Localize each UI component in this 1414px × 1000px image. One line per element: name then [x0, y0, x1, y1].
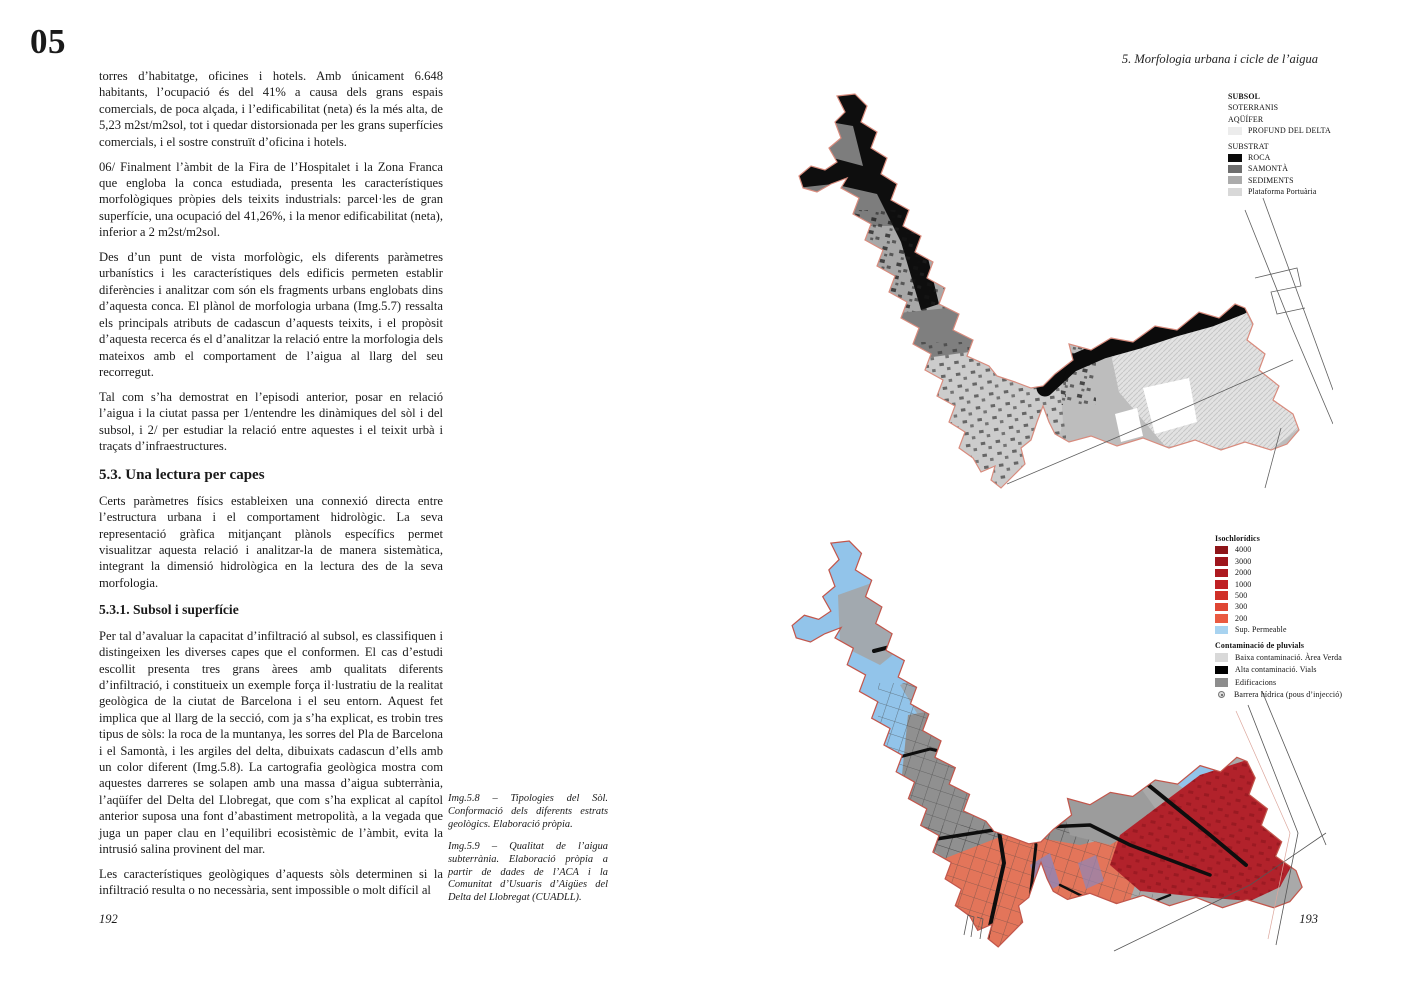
legend-subsol-substrat-label: SUBSTRAT: [1228, 141, 1269, 151]
legend-item: 500: [1215, 590, 1342, 601]
swatch-2000: [1215, 569, 1228, 578]
swatch-edificacions: [1215, 678, 1228, 687]
body-text-column: [99, 68, 443, 907]
paragraph: Tal com s’ha demostrat en l’episodi anterior, posar en relació l’aigua i la ciutat passa per 1/entendre les dinàmiques del sòl i del subsol, i 2/ per estudiar la relació entre aquestes i el teixit urbà i traçats d’infraestructures.: [99, 389, 443, 454]
legend-pluvials-title: Contaminació de pluvials: [1215, 640, 1305, 650]
legend-item: Barrera hídrica (pous d’injecció): [1215, 689, 1342, 702]
swatch-4000: [1215, 546, 1228, 555]
swatch-500: [1215, 591, 1228, 600]
swatch-300: [1215, 603, 1228, 612]
paragraph: 06/ Finalment l’àmbit de la Fira de l’Hospitalet i la Zona Franca que engloba la conca estudiada, presenta les característiques morfològiques pròpies dels teixits industrials: parcel·les de gran superfície, una ocupació del 41,26%, i la menor edificabilitat (neta), inferior a 2 m2st/m2sol.: [99, 159, 443, 240]
legend-item: Baixa contaminació. Àrea Verda: [1215, 651, 1342, 664]
legend-isochloridics: [1215, 533, 1342, 701]
legend-item: 2000: [1215, 567, 1342, 578]
legend-item: 300: [1215, 601, 1342, 612]
caption-img-5-8: Img.5.8 – Tipologies del Sòl. Conformació dels diferents estrats geològics. Elaboració pròpia.: [448, 793, 608, 830]
legend-subsol-aquifer-label: AQÜÍFER: [1228, 114, 1264, 124]
swatch-3000: [1215, 557, 1228, 566]
figure-captions: [448, 793, 608, 914]
section-heading-531: 5.3.1. Subsol i superfície: [99, 602, 239, 618]
legend-item: Sup. Permeable: [1215, 624, 1342, 635]
legend-item: 4000: [1215, 544, 1342, 555]
swatch-alta-contaminacio: [1215, 666, 1228, 675]
page-number-left: 192: [99, 912, 118, 926]
swatch-profund-delta: [1228, 127, 1242, 135]
legend-item: SEDIMENTS: [1228, 175, 1331, 186]
legend-subsol-title: SUBSOL: [1228, 92, 1261, 102]
swatch-baixa-contaminacio: [1215, 653, 1228, 662]
swatch-sup-permeable: [1215, 626, 1228, 635]
injection-well-icon: [1218, 691, 1225, 698]
legend-item: SAMONTÀ: [1228, 163, 1331, 174]
legend-item: 3000: [1215, 556, 1342, 567]
paragraph: Certs paràmetres físics estableixen una connexió directa entre l’estructura urbana i el comportament hidrològic. La seva representació gràfica mitjançant plànols específics permet visualitzar aquesta relació i analitzar-la de manera sistemàtica, integrant la dimensió hidrològica en la lectura des de la seva morfologia.: [99, 493, 443, 590]
chapter-number: 05: [30, 22, 66, 61]
legend-item: Plataforma Portuària: [1228, 186, 1331, 197]
legend-item: 200: [1215, 613, 1342, 624]
swatch-samonta: [1228, 165, 1242, 173]
running-header: 5. Morfologia urbana i cicle de l’aigua: [1121, 52, 1318, 66]
swatch-roca: [1228, 154, 1242, 162]
section-heading-53: 5.3. Una lectura per capes: [99, 467, 265, 484]
swatch-sediments: [1228, 176, 1242, 184]
paragraph: Les característiques geològiques d’aquests sòls determinen si la infiltració resulta o no necessària, sent impossible o molt difícil al: [99, 866, 443, 898]
legend-item: Edificacions: [1215, 676, 1342, 689]
page-number-right: 193: [1299, 912, 1318, 926]
legend-subsol: [1228, 91, 1331, 198]
swatch-1000: [1215, 580, 1228, 589]
paragraph: torres d’habitatge, oficines i hotels. Amb únicament 6.648 habitants, l’ocupació és del 41% a causa dels grans espais comercials, de poca alçada, i l’edificabilitat (neta) és la més alta, de 5,23 m2st/m2sol, tot i quedar distorsionada per les grans superfícies comercials, i el sostre construït d’oficina i hotels.: [99, 69, 443, 149]
legend-item: Alta contaminació. Vials: [1215, 664, 1342, 677]
swatch-200: [1215, 614, 1228, 623]
swatch-plataforma-portuaria: [1228, 188, 1242, 196]
legend-item: PROFUND DEL DELTA: [1228, 125, 1331, 136]
legend-subsol-soterranis: SOTERRANIS: [1228, 103, 1279, 113]
paragraph: Des d’un punt de vista morfològic, els diferents paràmetres urbanístics i les característiques dels edificis permeten establir diferències i analitzar com són els fragments urbans englobats dins d’aquesta conca. El plànol de morfologia urbana (Img.5.7) ressalta els principals atributs de cadascun d’aquests teixits, i el propòsit d’aquesta recerca és el d’analitzar la relació entre la morfologia dels mateixos amb el comportament de l’aigua al llarg del seu recorregut.: [99, 250, 443, 379]
paragraph: Per tal d’avaluar la capacitat d’infiltració al subsol, es classifiquen i distingeixen les diverses capes que el conformen. El cas d’estudi escollit presenta tres grans àrees amb qualitats diferents d’infiltració, i constitueix un exemple força il·lustratiu de la realitat geològica de la ciutat de Barcelona i el seu entorn. Aquest fet implica que al llarg de la secció, com ja s’ha explicat, es trobin tres tipus de sòls: la roca de la muntanya, les sorres del Pla de Barcelona i el Samontà, i les argiles del delta, dibuixats cadascun d’ells amb un color diferent (Img.5.8). La cartografia geològica mostra com aquestes darreres se solapen amb una massa d’aigua subterrània, l’aqüífer del Delta del Llobregat, que com s’ha explicat al capítol anterior suposa una font d’abastiment metropolità, a la vegada que juga un paper clau en l’equilibri ecosistèmic de l’àmbit, evita la intrusió salina provinent del mar.: [99, 628, 443, 856]
legend-item: ROCA: [1228, 152, 1331, 163]
legend-isochloridics-title: Isochlorídics: [1215, 534, 1260, 544]
caption-img-5-9: Img.5.9 – Qualitat de l’aigua subterrània. Elaboració pròpia a partir de dades de l’ACA i la Comunitat d’Usuaris d’Aigües del Delta del Llobregat (CUADLL).: [448, 840, 608, 904]
legend-item: 1000: [1215, 579, 1342, 590]
